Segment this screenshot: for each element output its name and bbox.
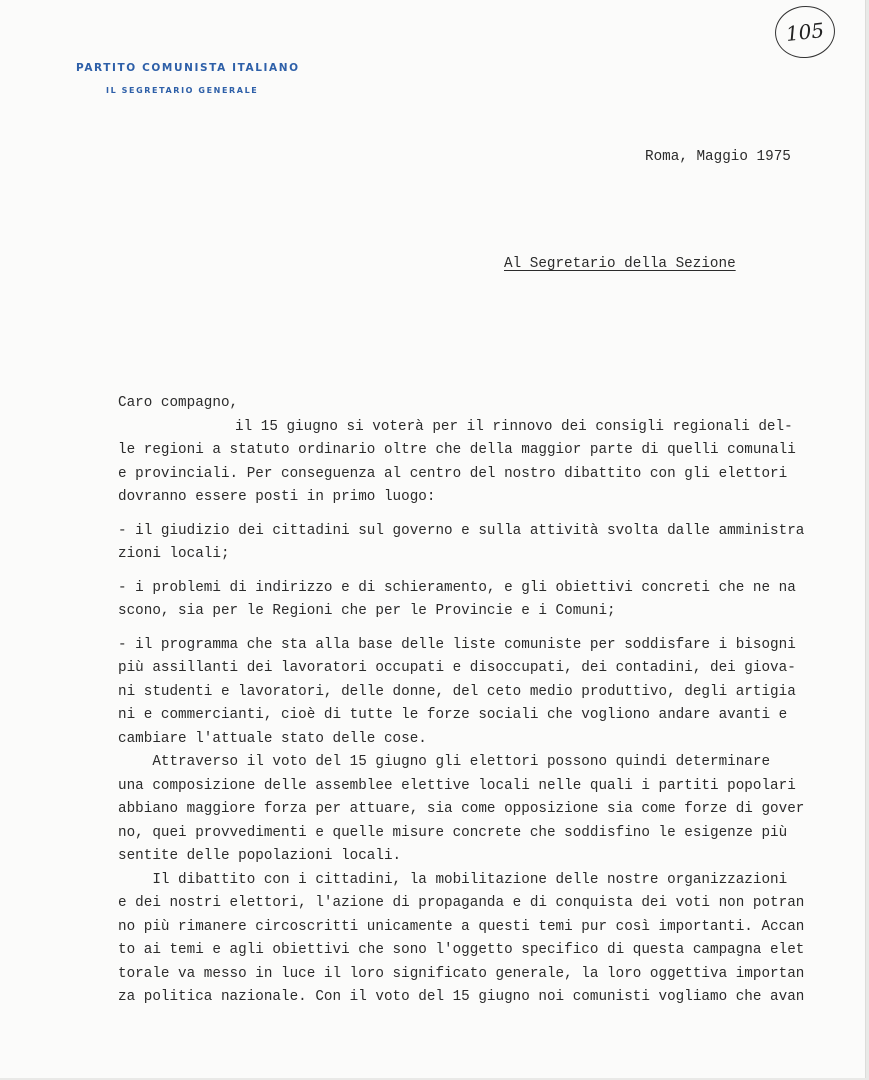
letter-date: Roma, Maggio 1975 [645,149,791,165]
letter-body [118,392,838,1010]
letterhead-org: PARTITO COMUNISTA ITALIANO [76,62,300,74]
bullet-line: ni studenti e lavoratori, delle donne, del ceto medio produttivo, degli artigia [118,683,796,700]
body-line: il 15 giugno si voterà per il rinnovo dei consigli regionali del- [235,418,793,435]
addressee: Al Segretario della Sezione [504,256,736,272]
body-line: Il dibattito con i cittadini, la mobilitazione delle nostre organizzazioni [118,871,788,888]
body-line: za politica nazionale. Con il voto del 15 giugno noi comunisti vogliamo che avan [118,989,805,1005]
body-line: no, quei provvedimenti e quelle misure concrete che soddisfino le esigenze più [118,824,788,841]
bullet-line: - il giudizio dei cittadini sul governo e sulla attività svolta dalle amministra [118,522,805,539]
body-line: dovranno essere posti in primo luogo: [118,489,436,505]
bullet-line: più assillanti dei lavoratori occupati e disoccupati, dei contadini, dei giova- [118,660,796,676]
bullet-line: - il programma che sta alla base delle liste comuniste per soddisfare i bisogni [118,636,796,653]
letterhead [76,62,300,95]
bullet-line: ni e commercianti, cioè di tutte le forze sociali che vogliono andare avanti e [118,707,788,723]
body-line: e provinciali. Per conseguenza al centro del nostro dibattito con gli elettori [118,465,788,482]
letterhead-office: IL SEGRETARIO GENERALE [106,86,259,95]
bullet-line: - i problemi di indirizzo e di schieramento, e gli obiettivi concreti che ne na [118,579,796,596]
body-line: sentite delle popolazioni locali. [118,848,402,864]
body-line: una composizione delle assemblee elettive locali nelle quali i partiti popolari [118,777,796,794]
bullet-line: cambiare l'attuale stato delle cose. [118,730,427,747]
body-line: to ai temi e agli obiettivi che sono l'oggetto specifico di questa campagna elet [118,942,805,958]
bullet-line: zioni locali; [118,546,230,562]
body-line: no più rimanere circoscritti unicamente a questi temi pur così importanti. Accan [118,918,805,935]
body-line: e dei nostri elettori, l'azione di propaganda e di conquista dei voti non potran [118,895,805,911]
bullet-line: scono, sia per le Regioni che per le Provincie e i Comuni; [118,603,616,619]
body-line: le regioni a statuto ordinario oltre che della maggior parte di quelli comunali [118,442,796,458]
salutation: Caro compagno, [118,395,239,411]
body-line: torale va messo in luce il loro significato generale, la loro oggettiva importan [118,965,805,982]
archive-number-stamp: 105 [772,3,837,61]
body-line: Attraverso il voto del 15 giugno gli elettori possono quindi determinare [118,754,771,770]
body-line: abbiano maggiore forza per attuare, sia come opposizione sia come forze di gover [118,801,805,817]
